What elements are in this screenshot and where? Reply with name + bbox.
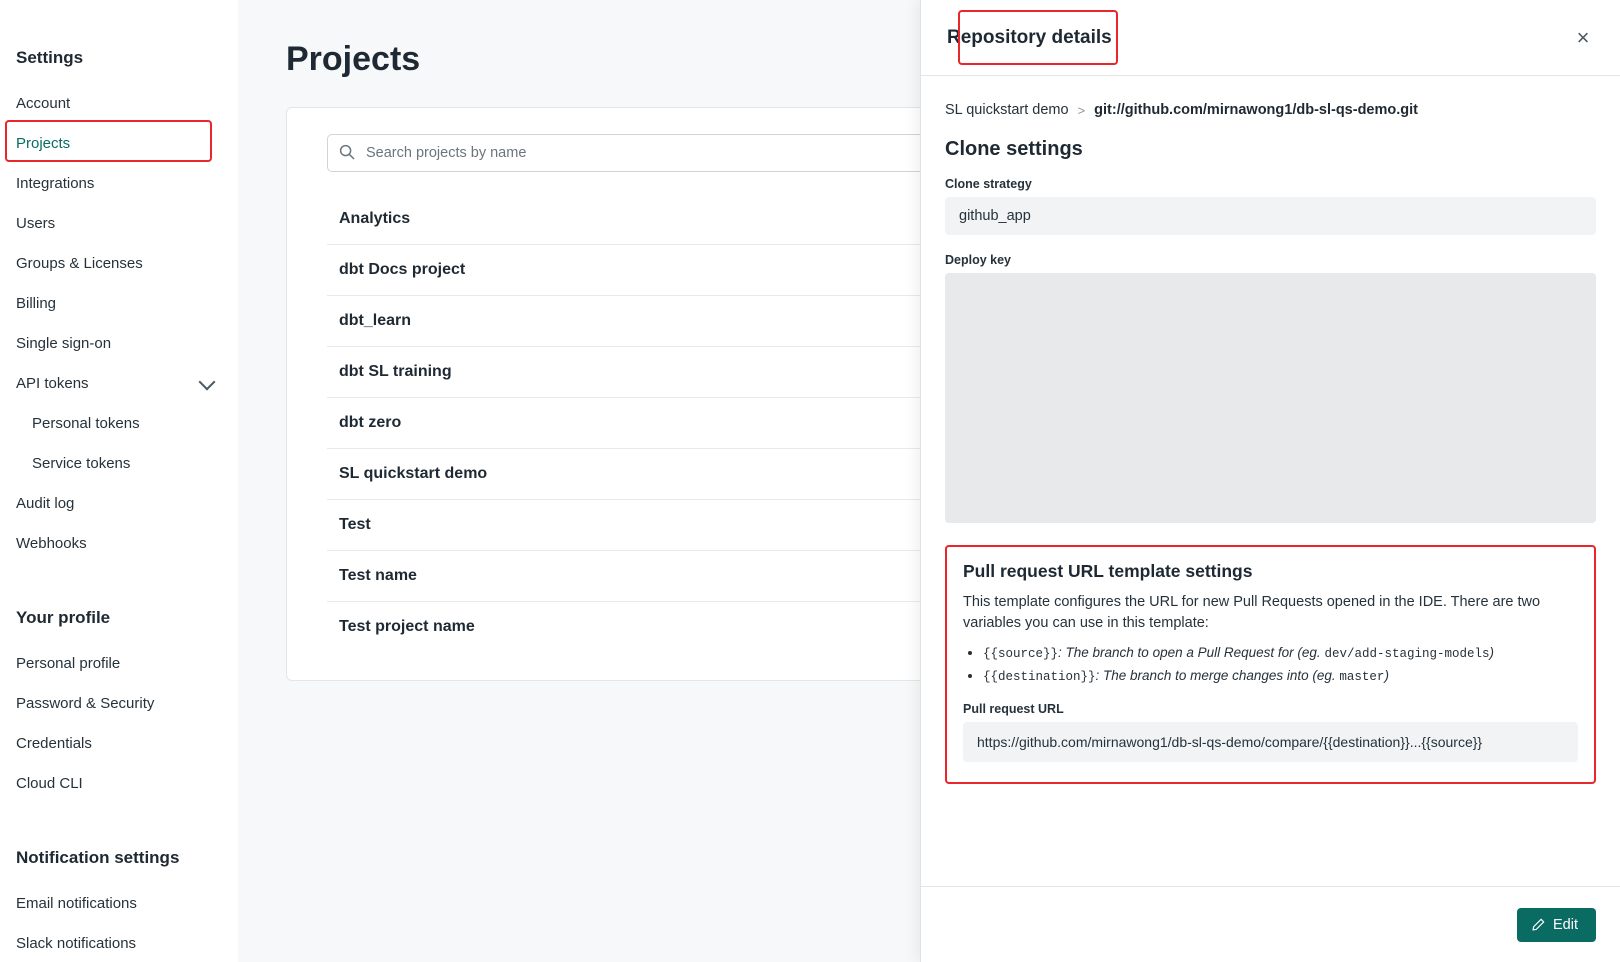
close-icon[interactable]: ×: [1576, 24, 1590, 50]
drawer-body: [921, 76, 1620, 886]
sidebar-item-label: Cloud CLI: [16, 775, 83, 792]
project-list-item[interactable]: dbt SL training: [327, 347, 1305, 398]
sidebar-item-integrations[interactable]: [0, 164, 237, 204]
sidebar-item-personal-tokens[interactable]: [0, 404, 237, 444]
variable-text: : The branch to open a Pull Request for (eg.: [1058, 645, 1325, 660]
variable-example: master: [1339, 670, 1385, 684]
sidebar-item-email-notifications[interactable]: [0, 884, 237, 924]
settings-sidebar: [0, 0, 238, 962]
pull-request-url-template-section: [945, 545, 1596, 784]
edit-button-label: Edit: [1553, 916, 1578, 933]
pull-request-variable-list: [983, 642, 1578, 688]
sidebar-item-label: Personal profile: [16, 655, 121, 672]
sidebar-item-label: API tokens: [16, 375, 89, 392]
sidebar-item-label: Projects: [16, 135, 71, 152]
sidebar-item-billing[interactable]: [0, 284, 237, 324]
breadcrumb-current: git://github.com/mirnawong1/db-sl-qs-demo.git: [1094, 102, 1418, 118]
sidebar-item-service-tokens[interactable]: [0, 444, 237, 484]
pull-request-section-title: Pull request URL template settings: [963, 561, 1253, 581]
drawer-title: Repository details: [947, 26, 1112, 48]
drawer-footer: [921, 886, 1620, 962]
sidebar-item-label: Audit log: [16, 495, 75, 512]
breadcrumb: [945, 102, 1596, 118]
breadcrumb-parent[interactable]: SL quickstart demo: [945, 102, 1069, 118]
project-list-item[interactable]: SL quickstart demo: [327, 449, 1305, 500]
clone-settings-title: Clone settings: [945, 138, 1083, 160]
variable-text: : The branch to merge changes into (eg.: [1095, 668, 1340, 683]
variable-close: ): [1489, 645, 1494, 660]
sidebar-item-label: Single sign-on: [16, 335, 112, 352]
sidebar-item-audit-log[interactable]: [0, 484, 237, 524]
search-input[interactable]: [327, 134, 947, 172]
edit-button[interactable]: [1517, 908, 1596, 942]
repository-details-drawer: [920, 0, 1620, 962]
pencil-icon: [1531, 918, 1545, 932]
sidebar-item-label: Groups & Licenses: [16, 255, 143, 272]
deploy-key-label: Deploy key: [945, 253, 1012, 267]
variable-token: {{source}}: [983, 647, 1059, 661]
sidebar-item-label: Integrations: [16, 175, 95, 192]
sidebar-item-label: Credentials: [16, 735, 92, 752]
sidebar-item-credentials[interactable]: [0, 724, 237, 764]
project-list-item[interactable]: Test project name: [339, 618, 475, 635]
sidebar-item-cloud-cli[interactable]: [0, 764, 237, 804]
sidebar-item-personal-profile[interactable]: [0, 644, 237, 684]
pull-request-url-label: Pull request URL: [963, 702, 1064, 716]
sidebar-item-api-tokens[interactable]: [0, 364, 237, 404]
project-list-item[interactable]: Test name: [327, 551, 1305, 602]
project-list-item[interactable]: dbt Docs project: [327, 245, 1305, 296]
sidebar-item-label: Webhooks: [16, 535, 87, 552]
pull-request-variable-item: [983, 665, 1578, 688]
sidebar-heading-settings: Settings: [16, 48, 84, 67]
sidebar-item-single-sign-on[interactable]: [0, 324, 237, 364]
sidebar-item-label: Users: [16, 215, 56, 232]
sidebar-heading-notification-settings: Notification settings: [16, 848, 180, 867]
sidebar-item-label: Email notifications: [16, 895, 137, 912]
sidebar-item-webhooks[interactable]: [0, 524, 237, 564]
project-list-item[interactable]: dbt_learn: [327, 296, 1305, 347]
project-list-item[interactable]: Analytics: [327, 194, 1305, 245]
sidebar-item-label: Slack notifications: [16, 935, 137, 952]
variable-token: {{destination}}: [983, 670, 1096, 684]
sidebar-item-label: Billing: [16, 295, 57, 312]
sidebar-item-password-security[interactable]: [0, 684, 237, 724]
pull-request-description: This template configures the URL for new Pull Requests opened in the IDE. There are two variables you can use in this template:: [963, 594, 1541, 631]
clone-strategy-value: github_app: [945, 197, 1596, 235]
deploy-key-value: [945, 273, 1596, 523]
project-list-item[interactable]: Test: [327, 500, 1305, 551]
breadcrumb-separator: >: [1077, 102, 1086, 118]
sidebar-item-users[interactable]: [0, 204, 237, 244]
sidebar-item-label: Service tokens: [32, 455, 131, 472]
sidebar-heading-your-profile: Your profile: [16, 608, 111, 627]
sidebar-item-account[interactable]: [0, 84, 237, 124]
variable-example: dev/add-staging-models: [1324, 647, 1490, 661]
clone-strategy-label: Clone strategy: [945, 177, 1032, 191]
variable-close: ): [1384, 668, 1389, 683]
sidebar-item-label: Account: [16, 95, 71, 112]
pull-request-url-value: https://github.com/mirnawong1/db-sl-qs-demo/compare/{{destination}}...{{source}}: [963, 722, 1578, 762]
sidebar-item-projects[interactable]: [0, 124, 237, 164]
search-projects-wrap: [327, 134, 947, 172]
chevron-down-icon: [199, 374, 216, 391]
sidebar-item-label: Personal tokens: [32, 415, 140, 432]
sidebar-item-groups-licenses[interactable]: [0, 244, 237, 284]
drawer-header: [921, 0, 1620, 76]
sidebar-item-slack-notifications[interactable]: [0, 924, 237, 962]
pull-request-variable-item: [983, 642, 1578, 665]
project-list-item[interactable]: dbt zero: [327, 398, 1305, 449]
sidebar-item-label: Password & Security: [16, 695, 155, 712]
page-title: Projects: [286, 40, 421, 78]
